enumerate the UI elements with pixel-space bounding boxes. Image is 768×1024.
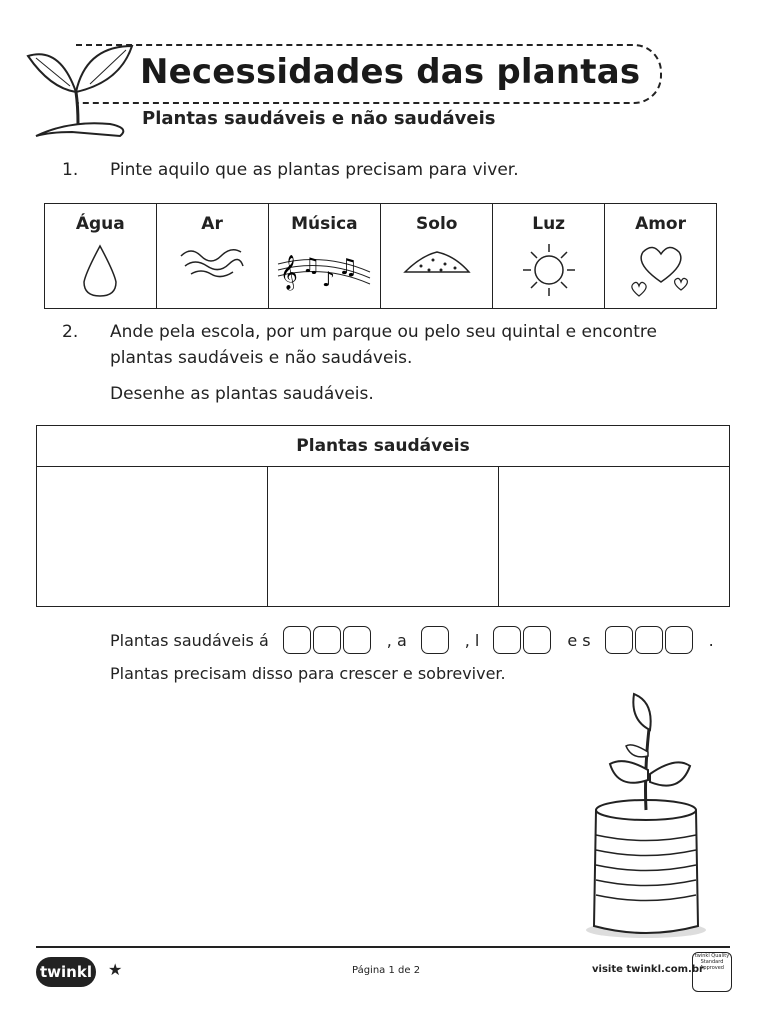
letter-box[interactable]: [665, 626, 693, 654]
option-label: Água: [75, 214, 125, 234]
letter-box[interactable]: [283, 626, 311, 654]
svg-text:♪: ♪: [322, 267, 336, 291]
svg-text:𝄞: 𝄞: [280, 255, 299, 290]
letter-box[interactable]: [313, 626, 341, 654]
healthy-plants-table: [36, 425, 730, 607]
question2-line2: plantas saudáveis e não saudáveis.: [110, 348, 413, 368]
question2-number: 2.: [62, 322, 79, 342]
visit-link[interactable]: visite twinkl.com.br: [592, 964, 704, 975]
option-amor[interactable]: [605, 204, 717, 309]
quality-badge: twinkl Quality Standard Approved: [692, 952, 732, 992]
fill-text: Plantas saudáveis á: [110, 630, 269, 650]
air-icon: [177, 242, 247, 282]
letter-box[interactable]: [635, 626, 663, 654]
option-ar[interactable]: [156, 204, 268, 309]
drawing-box[interactable]: [37, 467, 268, 607]
option-luz[interactable]: [493, 204, 605, 309]
option-label: Luz: [532, 214, 566, 234]
option-label: Ar: [201, 214, 223, 234]
fill-text: , a: [386, 630, 407, 650]
plant-in-can-icon: [580, 690, 720, 940]
sun-icon: [519, 242, 579, 298]
fill-text: .: [708, 630, 714, 650]
fill-in-line2: Plantas precisam disso para crescer e sobreviver.: [110, 664, 506, 683]
hearts-icon: [629, 242, 693, 298]
music-notes-icon: [276, 242, 372, 292]
letter-box[interactable]: [421, 626, 449, 654]
twinkl-logo: twinkl: [36, 957, 96, 987]
fill-text: , l: [464, 630, 480, 650]
letter-box[interactable]: [493, 626, 521, 654]
question1-text: Pinte aquilo que as plantas precisam para viver.: [110, 160, 519, 180]
soil-icon: [401, 242, 473, 282]
water-drop-icon: [80, 242, 120, 298]
option-label: Solo: [416, 214, 458, 234]
question2-line1: Ande pela escola, por um parque ou pelo seu quintal e encontre: [110, 322, 657, 342]
option-label: Música: [291, 214, 358, 234]
page-subtitle: Plantas saudáveis e não saudáveis: [142, 108, 496, 129]
question1-number: 1.: [62, 160, 79, 180]
option-solo[interactable]: [381, 204, 493, 309]
table-header: Plantas saudáveis: [37, 426, 730, 467]
option-musica[interactable]: [268, 204, 381, 309]
drawing-box[interactable]: [499, 467, 730, 607]
page-number: Página 1 de 2: [352, 965, 421, 976]
question2-instruction: Desenhe as plantas saudáveis.: [110, 384, 374, 404]
option-label: Amor: [635, 214, 686, 234]
fill-text: e s: [567, 630, 591, 650]
letter-box[interactable]: [523, 626, 551, 654]
svg-text:♫: ♫: [302, 253, 321, 277]
needs-table: [44, 203, 717, 309]
letter-box[interactable]: [343, 626, 371, 654]
letter-box[interactable]: [605, 626, 633, 654]
footer-divider: [36, 946, 730, 948]
option-agua[interactable]: [45, 204, 157, 309]
fill-in-sentence: [110, 626, 714, 654]
star-icon: ★: [108, 960, 123, 979]
svg-text:♫: ♫: [338, 255, 359, 280]
page-title: Necessidades das plantas: [140, 52, 641, 92]
drawing-box[interactable]: [268, 467, 499, 607]
